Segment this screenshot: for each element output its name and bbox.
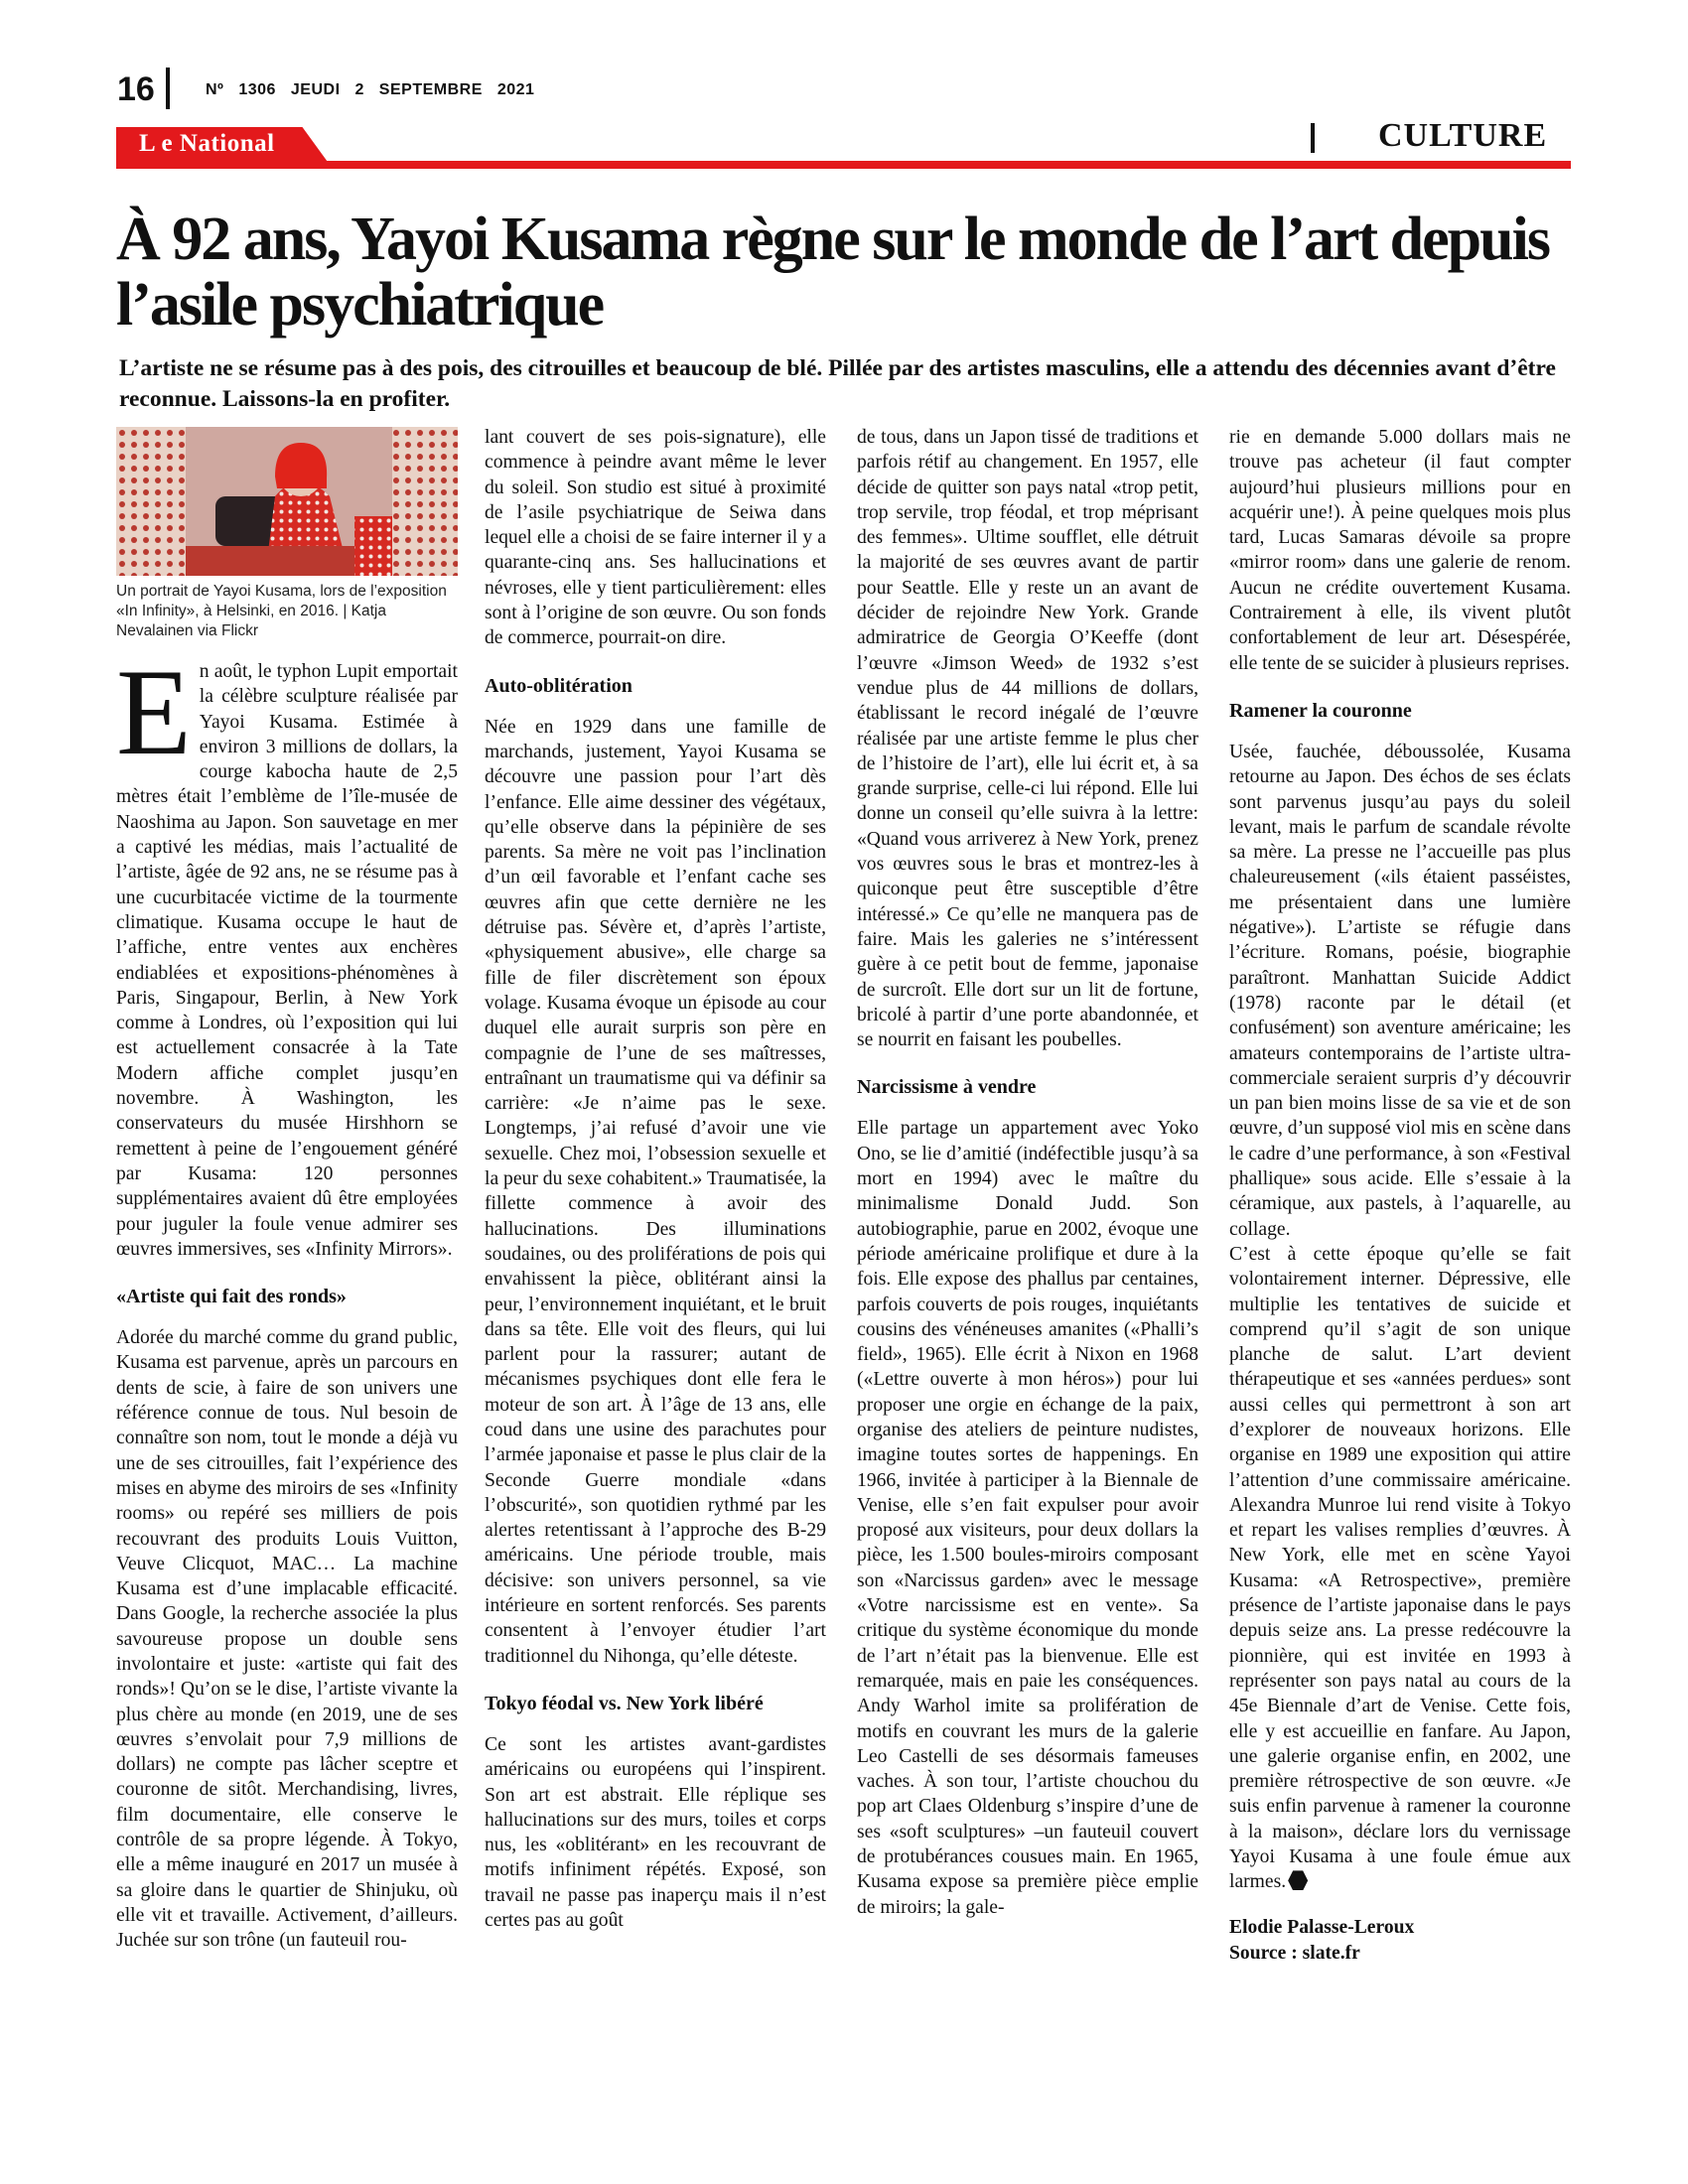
subheading: Narcissisme à vendre (857, 1076, 1037, 1099)
portrait-image (116, 427, 458, 576)
subheading: Ramener la couronne (1229, 699, 1412, 722)
paragraph: Ce sont les artistes avant-gardistes américains ou européens qui l’inspirent. Son art est abstrait. Elle réplique ses hallucinations sur des murs, toiles et corps nus, les «oblitérant» en les recouvrant de motifs infiniment répétés. Exposé, son travail ne passe pas inaperçu mais il n’est certes pas au goût (485, 1733, 826, 1932)
headline: À 92 ans, Yayoi Kusama règne sur le monde de l’art depuis l’asile psychiatrique (116, 205, 1549, 339)
author-name: Elodie Palasse-Leroux (1229, 1916, 1415, 1938)
column-3 (857, 425, 1198, 1920)
paragraph: de tous, dans un Japon tissé de traditions et parfois rétif au changement. En 1957, elle décide de quitter son pays natal «trop petit, trop servile, trop féodal, et trop méprisant des femmes». Ultime soufflet, elle détruit la majorité de ses œuvres avant de partir pour Seattle. Elle y reste un an avant de décider de rejoindre New York. Grande admiratrice de Georgia O’Keeffe (dont l’œuvre «Jimson Weed» de 1932 s’est vendue plus de 44 millions de dollars, établissant le record inégalé de l’œuvre réalisée par une artiste femme le plus cher de l’histoire de l’art), elle lui écrit et, à sa grande surprise, celle-ci lui répond. Elle lui donne un conseil qu’elle suivra à la lettre: «Quand vous arriverez à New York, prenez vos œuvres sous le bras et montrez-les à quiconque peut être susceptible d’être intéressé.» Ce qu’elle ne manquera pas de faire. Mais les galeries ne s’intéressent guère à ce petit bout de femme, japonaise de surcroît. Elle dort sur un lit de fortune, bricolé à partir d’une porte abandonnée, et se nourrit en faisant les poubelles. (857, 427, 1198, 1051)
subheading: «Artiste qui fait des ronds» (116, 1286, 347, 1308)
page-number-divider (166, 68, 170, 109)
column-1 (116, 427, 458, 1954)
paragraph: rie en demande 5.000 dollars mais ne trouve pas acheteur (il faut compter aujourd’hui plusieurs millions pour en acquérir une!). À peine quelques mois plus tard, Lucas Samaras dévoile sa propre «mirror room» dans une galerie de renom. Aucun ne crédite ouvertement Kusama. Contrairement à elle, ils vivent plutôt confortablement de leur art. Désespérée, elle tente de se suicider à plusieurs reprises. (1229, 427, 1571, 674)
issue-line: Nº 1306 JEUDI 2 SEPTEMBRE 2021 (206, 81, 535, 98)
paragraph: En août, le typhon Lupit emportait la célèbre sculpture réalisée par Yayoi Kusama. Estimée à environ 3 millions de dollars, la courge kabocha haute de 2,5 mètres était l’emblème de l’île-musée de Naoshima au Japon. Son sauvetage en mer a captivé les médias, mais l’actualité de l’artiste, âgée de 92 ans, ne se résume pas à une cucurbitacée victime de la tourmente climatique. Kusama occupe le haut de l’affiche, entre ventes aux enchères endiablées et expositions-phénomènes à Paris, Singapour, Berlin, à New York comme à Londres, où l’exposition qui lui est actuellement consacrée à la Tate Modern affiche complet jusqu’en novembre. À Washington, les conservateurs du musée Hirshhorn se remettent à peine de l’engouement généré par Kusama: 120 personnes supplémentaires avaient dû être employées pour juguler la foule venue admirer ses œuvres immersives, ses «Infinity Mirrors». (116, 644, 458, 1260)
subheading: Tokyo féodal vs. New York libéré (485, 1692, 764, 1714)
paragraph: lant couvert de ses pois-signature), elle commence à peindre avant même le lever du soleil. Son studio est situé à proximité de l’asile psychiatrique de Seiwa dans lequel elle a choisi de se faire interner il y a quarante-cinq ans. Ses hallucinations et névroses, elle y tient particulièrement: elles sont à l’origine de son œuvre. Ou son fonds de commerce, pourrait-on dire. (485, 427, 826, 649)
paragraph: Née en 1929 dans une famille de marchands, justement, Yayoi Kusama se découvre une passion pour l’art dès l’enfance. Elle aime dessiner des végétaux, qu’elle observe dans la pépinière de ses parents. Sa mère ne voit pas l’inclination d’un œil favorable et l’enfant cache ses œuvres afin que cette dernière ne les détruise pas. Sévère et, d’après l’artiste, «physiquement abusive», elle charge sa fille de filer discrètement son époux volage. Kusama évoque un épisode au cour duquel elle aurait surpris son père en compagnie de l’une de ses maîtresses, entraînant un traumatisme qui va définir sa carrière: «Je n’aime pas le sexe. Longtemps, j’ai refusé d’avoir une vie sexuelle. Chez moi, l’obsession sexuelle et la peur du sexe cohabitent.» Traumatisée, la fillette commence à avoir des hallucinations. Des illuminations soudaines, ou des proliférations de pois qui envahissent la pièce, oblitérant ainsi la peur, l’environnement inquiétant, et le bruit dans sa tête. Elle voit des fleurs, qui lui parlent pour la rassurer; autant de mécanismes psychiques dont elle fera le moteur de son art. À l’âge de 13 ans, elle coud dans une usine des parachutes pour l’armée japonaise et passe le plus clair de la Seconde Guerre mondiale «dans l’obscurité», son quotidien rythmé par les alertes retentissant à l’approche des B-29 américains. Une période trouble, mais décisive: son univers personnel, sa vie intérieure en sortent renforcés. Ses parents consentent à l’envoyer étudier l’art traditionnel du Nihonga, qu’elle déteste. (485, 716, 826, 1667)
paragraph: Usée, fauchée, déboussolée, Kusama retourne au Japon. Des échos de ses éclats sont parvenus jusqu’au pays du soleil levant, mais le parfum de scandale révolte sa mère. La presse ne l’accueille pas plus chaleureusement («ils étaient passéistes, me présentaient dans une lumière négative»). L’artiste se réfugie dans l’écriture. Romans, poésie, biographie paraîtront. Manhattan Suicide Addict (1978) raconte par le détail (et confusément) son aventure américaine; les amateurs contemporains de l’artiste ultra-commerciale seraient surpris d’y découvrir un pan bien moins lisse de sa vie et de son œuvre, d’un supposé viol mis en scène dans le cadre d’une performance, à son «Festival phallique» sous acide. Elle s’essaie à la céramique, aux pastels, à l’aquarelle, au collage. (1229, 741, 1571, 1240)
source-credit: Source : slate.fr (1229, 1942, 1360, 1964)
portrait-photo (116, 427, 458, 576)
paragraph: Elle partage un appartement avec Yoko Ono, se lie d’amitié (indéfectible jusqu’à sa mort en 1994) avec le maître du minimalisme Donald Judd. Son autobiographie, parue en 2002, évoque une période américaine prolifique et dure à la fois. Elle expose des phallus par centaines, parfois couverts de pois rouges, inquiétants cousins des vénéneuses amanites («Phalli’s field», 1965). Elle écrit à Nixon en 1968 («Lettre ouverte à mon héros») pour lui proposer une orgie en échange de la paix, organise des ateliers de peinture nudistes, imagine toutes sortes de happenings. En 1966, invitée à participer à la Biennale de Venise, elle s’en fait expulser pour avoir proposé aux visiteurs, pour deux dollars la pièce, les 1.500 boules-miroirs composant son «Narcissus garden» avec le message «Votre narcissisme est en vente». Sa critique du système économique du monde de l’art n’était pas la bienvenue. Elle est remarquée, mais en paie les conséquences. Andy Warhol imite sa prolifération de motifs en couvrant les murs de la galerie Leo Castelli de ses désormais fameuses vaches. À son tour, l’artiste chouchou du pop art Claes Oldenburg s’inspire d’une de ses «soft sculptures» –un fauteuil couvert de protubérances cousues main. En 1965, Kusama expose sa première pièce emplie de miroirs; la gale- (857, 1118, 1198, 1918)
section-name: CULTURE (1378, 117, 1548, 154)
drop-cap: E (116, 644, 192, 780)
section-rule (116, 161, 1571, 169)
column-4 (1229, 425, 1571, 1967)
paragraph: C’est à cette époque qu’elle se fait volontairement interner. Dépressive, elle multiplie les tentatives de suicide et comprend qu’il s’agit de son unique planche de salut. L’art devient thérapeutique et ses «années perdues» sont aussi celles qui permettront à son art d’explorer de nouveaux horizons. Elle organise en 1989 une exposition qui attire l’attention d’une commissaire américaine. Alexandra Munroe lui rend visite à Tokyo et repart les valises remplies d’œuvres. À New York, elle met en scène Yayoi Kusama: «A Retrospective», première présence de l’artiste japonaise dans le pays depuis seize ans. La presse redécouvre la pionnière, qui est invitée en 1993 à représenter son pays natal au cours de la 45e Biennale d’art de Venise. Cette fois, elle y est accueillie en fanfare. Au Japon, une galerie organise enfin, en 2002, une première rétrospective de son œuvre. «Je suis enfin parvenue à ramener la couronne à la maison», déclare lors du vernissage Yayoi Kusama à une foule émue aux larmes. (1229, 1243, 1571, 1893)
photo-caption: Un portrait de Yayoi Kusama, lors de l’exposition «In Infinity», à Helsinki, en 2016. | Katja Nevalainen via Flickr (116, 583, 447, 639)
brand-name: L e National (139, 130, 275, 157)
section-divider (1311, 123, 1315, 153)
deck: L’artiste ne se résume pas à des pois, des citrouilles et beaucoup de blé. Pillée par des artistes masculins, elle a attendu des décennies avant d’être reconnue. Laissons-la en profiter. (119, 355, 1556, 412)
column-2 (485, 425, 826, 1933)
page-number: 16 (117, 70, 155, 108)
end-mark-icon (1288, 1870, 1308, 1890)
paragraph: Adorée du marché comme du grand public, Kusama est parvenue, après un parcours en dents de scie, à faire de son univers une référence connue de tous. Nul besoin de connaître son nom, tout le monde a déjà vu une de ses citrouilles, fait l’expérience des mises en abyme des miroirs de ses «Infinity rooms» ou repéré ses milliers de pois recouvrant des produits Louis Vuitton, Veuve Clicquot, MAC… La machine Kusama est d’une implacable efficacité. Dans Google, la recherche associée la plus savoureuse propose un double sens involontaire et juste: «artiste qui fait des ronds»! Qu’on se le dise, l’artiste vivante la plus chère au monde (en 2019, une de ses œuvres s’envolait pour 7,9 millions de dollars) ne compte pas lâcher sceptre et couronne de sitôt. Merchandising, livres, film documentaire, elle conserve le contrôle de sa propre légende. À Tokyo, elle a même inauguré en 2017 un musée à sa gloire dans le quartier de Shinjuku, où elle vit et travaille. Activement, d’ailleurs. Juchée sur son trône (un fauteuil rou- (116, 1327, 458, 1952)
subheading: Auto-oblitération (485, 674, 633, 697)
